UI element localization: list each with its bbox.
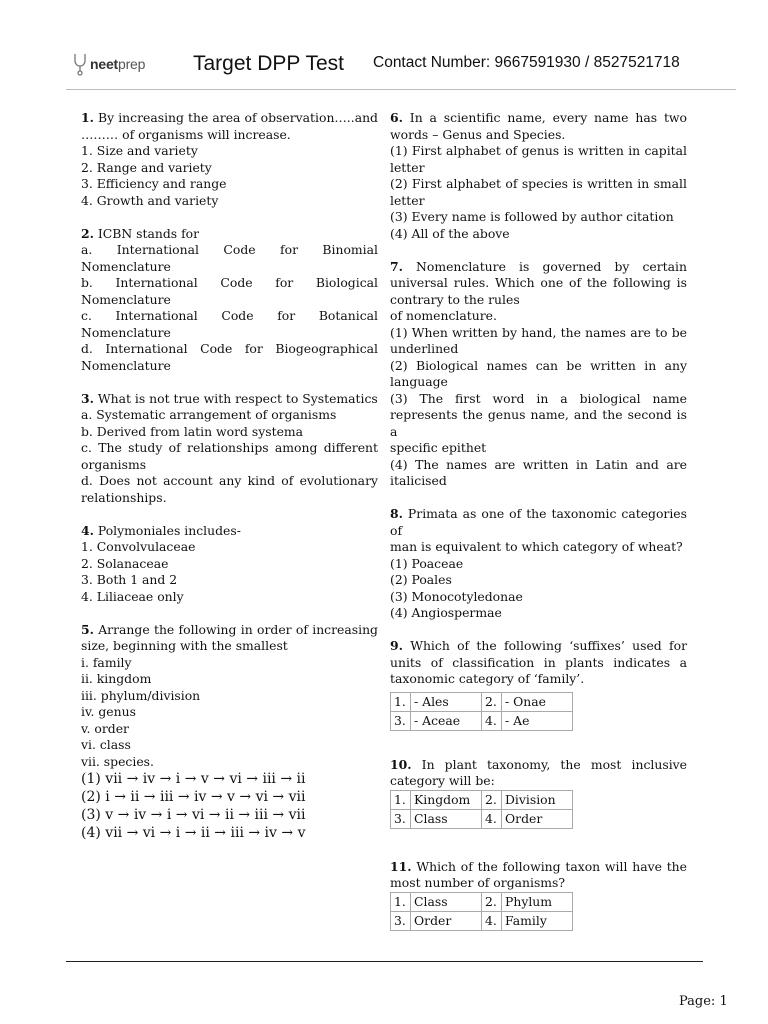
question-7-stem-cont: contrary to the rules [390, 291, 520, 307]
question-9-stem-cont: taxonomic category of ‘family’. [390, 671, 585, 686]
question-number: 1. [81, 110, 94, 125]
page-number: Page: 1 [679, 994, 728, 1009]
option: (3) Every name is followed by author citation [390, 209, 674, 224]
option: 4. Growth and variety [81, 192, 219, 208]
option: b. Derived from latin word systema [81, 423, 304, 439]
option-cont: organisms [81, 456, 147, 472]
stem-text: Nomenclature is governed by certain [402, 258, 687, 274]
question-8 [390, 506, 687, 622]
question-6-stem-cont: words – Genus and Species. [390, 126, 566, 142]
question-2 [81, 226, 378, 375]
stem-text: In plant taxonomy, the most inclusive [411, 756, 687, 772]
question-number: 11. [390, 858, 412, 874]
table-cell: - Onae [502, 692, 573, 711]
question-1-stem [81, 110, 378, 127]
option: b. International Code for Biological [81, 275, 378, 290]
option: (4) Angiospermae [390, 605, 502, 620]
brand-neet: neet [90, 56, 118, 72]
question-10-stem [390, 757, 687, 774]
stem-text: Which of the following taxon will have the [411, 858, 687, 874]
question-7 [390, 259, 687, 490]
option: (2) i → ii → iii → iv → v → vi → vii [81, 789, 306, 805]
contact-number: Contact Number: 9667591930 / 8527521718 [373, 54, 680, 71]
brand-prep: prep [118, 56, 146, 72]
table-row [391, 790, 573, 809]
option: 1. Size and variety [81, 143, 198, 158]
option: c. International Code for Botanical [81, 308, 378, 323]
question-number: 10. [390, 756, 412, 772]
stem-text: Arrange the following in order of increasing [93, 621, 378, 637]
table-cell: 1. [391, 790, 411, 809]
option: (4) The names are written in Latin and are [390, 456, 687, 472]
table-cell: 4. [482, 911, 502, 930]
table-cell: Order [502, 809, 573, 828]
option: a. Systematic arrangement of organisms [81, 407, 337, 422]
brand-text [90, 56, 145, 72]
list-item: ii. kingdom [81, 671, 152, 686]
table-cell: 4. [482, 809, 502, 828]
table-cell: 4. [482, 711, 502, 730]
option-cont: relationships. [81, 489, 167, 505]
question-number: 4. [81, 522, 94, 538]
question-7-stem [390, 259, 687, 276]
option-cont: letter [390, 159, 425, 175]
table-cell: 3. [391, 809, 411, 828]
question-9 [390, 638, 687, 731]
question-10-stem-cont: category will be: [390, 773, 495, 788]
options-table [390, 692, 573, 731]
table-cell: 1. [391, 692, 411, 711]
option: (1) First alphabet of genus is written in capital [390, 143, 687, 158]
table-cell: Class [411, 892, 482, 911]
stem-text: Polymoniales includes- [93, 522, 241, 538]
table-cell: 2. [482, 790, 502, 809]
page-header [0, 0, 768, 90]
stem-text: What is not true with respect to Systematics [93, 390, 378, 406]
question-4-stem [81, 523, 378, 540]
option: d. International Code for Biogeographical [81, 341, 378, 356]
list-item: vi. class [81, 737, 131, 752]
option-cont: represents the genus name, and the second is a [390, 407, 687, 439]
option: (4) All of the above [390, 225, 510, 241]
question-3 [81, 391, 378, 507]
question-9-stem-cont: units of classification in plants indicates a [390, 654, 687, 670]
option: (2) First alphabet of species is written in small [390, 176, 687, 191]
list-item: iii. phylum/division [81, 687, 201, 703]
table-row [391, 692, 573, 711]
table-row [391, 892, 573, 911]
table-cell: - Ae [502, 711, 573, 730]
right-column [390, 110, 687, 947]
option: a. International Code for Binomial [81, 242, 378, 257]
stem-text: In a scientific name, every name has two [402, 110, 687, 125]
table-cell: - Ales [411, 692, 482, 711]
question-5-stem-cont: size, beginning with the smallest [81, 638, 288, 653]
neetprep-logo [72, 52, 145, 76]
option-cont: Nomenclature [81, 291, 171, 307]
option: (3) v → iv → i → vi → ii → iii → vii [81, 807, 306, 823]
option-cont: specific epithet [390, 440, 487, 455]
table-cell: Family [502, 911, 573, 930]
table-row [391, 911, 573, 930]
table-cell: 3. [391, 711, 411, 730]
option: (4) vii → vi → i → ii → iii → iv → v [81, 825, 306, 841]
options-table [390, 892, 573, 931]
option-cont: language [390, 374, 448, 389]
option: 1. Convolvulaceae [81, 539, 196, 554]
question-11-stem-cont: most number of organisms? [390, 875, 566, 890]
question-number: 3. [81, 390, 94, 406]
question-6-stem [390, 110, 687, 127]
option: (1) Poaceae [390, 555, 464, 571]
option-cont: Nomenclature [81, 258, 171, 274]
table-cell: Phylum [502, 892, 573, 911]
option: 3. Both 1 and 2 [81, 572, 178, 587]
question-11-stem [390, 859, 687, 876]
question-number: 7. [390, 258, 403, 274]
footer-divider [66, 961, 703, 962]
question-6 [390, 110, 687, 242]
table-cell: Division [502, 790, 573, 809]
header-divider [66, 89, 736, 90]
table-cell: 2. [482, 892, 502, 911]
question-10 [390, 757, 687, 829]
option: (3) Monocotyledonae [390, 588, 523, 604]
list-item: v. order [81, 720, 129, 736]
option-cont: Nomenclature [81, 324, 171, 340]
option: c. The study of relationships among different [81, 440, 378, 455]
table-row [391, 711, 573, 730]
question-number: 9. [390, 638, 403, 653]
option-cont: italicised [390, 473, 447, 488]
table-cell: - Aceae [411, 711, 482, 730]
option: (1) When written by hand, the names are to be [390, 324, 687, 340]
list-item: i. family [81, 654, 132, 670]
option: 4. Liliaceae only [81, 588, 184, 604]
list-item: iv. genus [81, 704, 136, 719]
option: (2) Poales [390, 572, 452, 587]
table-cell: Order [411, 911, 482, 930]
question-4 [81, 523, 378, 606]
option: 3. Efficiency and range [81, 176, 227, 191]
question-number: 5. [81, 621, 94, 637]
option: (1) vii → iv → i → v → vi → iii → ii [81, 771, 306, 787]
question-5 [81, 622, 378, 843]
question-2-stem [81, 226, 378, 243]
option: d. Does not account any kind of evolutionary [81, 473, 378, 488]
question-number: 6. [390, 110, 403, 125]
page-title: Target DPP Test [193, 52, 344, 75]
stem-text: ICBN stands for [93, 225, 200, 241]
question-9-stem [390, 638, 687, 655]
stem-text: Primata as one of the taxonomic categories of [390, 506, 687, 538]
question-7-stem-cont: universal rules. Which one of the following is [390, 275, 687, 290]
question-8-stem [390, 506, 687, 539]
question-3-stem [81, 391, 378, 408]
option: (2) Biological names can be written in any [390, 357, 687, 373]
table-cell: 3. [391, 911, 411, 930]
question-8-stem-cont: man is equivalent to which category of wheat? [390, 539, 683, 554]
question-7-stem-cont: of nomenclature. [390, 308, 497, 323]
option: 2. Solanaceae [81, 555, 169, 571]
table-cell: 1. [391, 892, 411, 911]
option-cont: underlined [390, 341, 459, 356]
list-item: vii. species. [81, 753, 154, 769]
left-column [81, 110, 378, 859]
table-cell: Class [411, 809, 482, 828]
question-1 [81, 110, 378, 209]
table-row [391, 809, 573, 828]
options-table [390, 790, 573, 829]
question-number: 8. [390, 506, 403, 521]
table-cell: 2. [482, 692, 502, 711]
option-cont: Nomenclature [81, 357, 171, 373]
stethoscope-icon [72, 52, 88, 76]
stem-text: By increasing the area of observation…..and [93, 110, 378, 125]
question-1-stem-cont: ……… of organisms will increase. [81, 126, 291, 142]
question-number: 2. [81, 225, 94, 241]
option-cont: letter [390, 192, 425, 208]
question-11 [390, 859, 687, 931]
option: 2. Range and variety [81, 159, 212, 175]
stem-text: Which of the following ‘suffixes’ used for [402, 638, 687, 653]
question-5-stem [81, 622, 378, 639]
option: (3) The first word in a biological name [390, 390, 687, 406]
table-cell: Kingdom [411, 790, 482, 809]
